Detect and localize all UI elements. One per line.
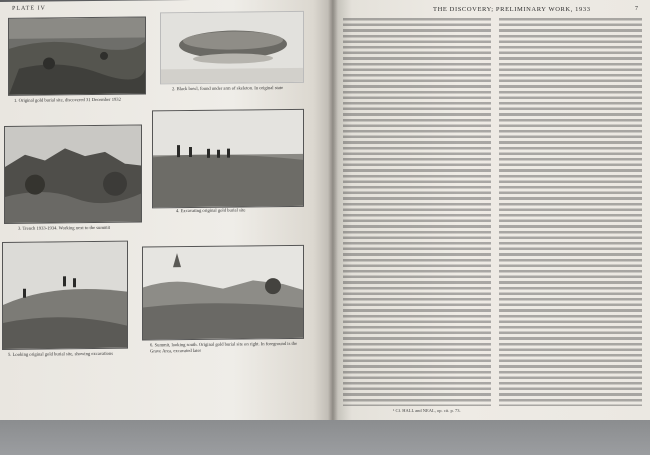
photo-4-excavating bbox=[152, 109, 304, 209]
photo-3-trench bbox=[4, 125, 142, 224]
footnote: ¹ Cf. HALL and NEAL, op. cit. p. 73. bbox=[393, 408, 461, 413]
photo-6-summit bbox=[142, 245, 304, 341]
photo-1-burial-site bbox=[8, 16, 146, 95]
right-page-text bbox=[333, 0, 650, 420]
caption-1: 1. Original gold burial site, discovered 31 December 1932 bbox=[14, 96, 121, 103]
caption-4: 4. Excavating original gold burial site bbox=[176, 207, 246, 214]
book-cover-edge bbox=[0, 420, 650, 455]
text-column-left bbox=[343, 18, 491, 406]
caption-5: 5. Looking original gold burial site, showing excavations bbox=[8, 350, 114, 357]
page-number: 7 bbox=[635, 6, 638, 12]
book-gutter bbox=[328, 0, 338, 440]
caption-6: 6. Summit, looking south. Original gold burial site on right. In foreground is the Grave Area, excavated later bbox=[150, 340, 298, 353]
running-head: THE DISCOVERY; PRELIMINARY WORK, 1933 bbox=[433, 6, 591, 13]
photo-5-excavation-site bbox=[2, 241, 128, 350]
photo-2-black-bowl bbox=[160, 11, 304, 85]
caption-2: 2. Black bowl, found under arm of skeleton. In original state bbox=[172, 85, 284, 92]
left-page-plate bbox=[0, 0, 333, 442]
plate-label: PLATE IV bbox=[12, 5, 46, 12]
text-column-right bbox=[499, 18, 642, 406]
caption-3: 3. Trench 1933-1934. Working next to the summit bbox=[18, 224, 111, 231]
